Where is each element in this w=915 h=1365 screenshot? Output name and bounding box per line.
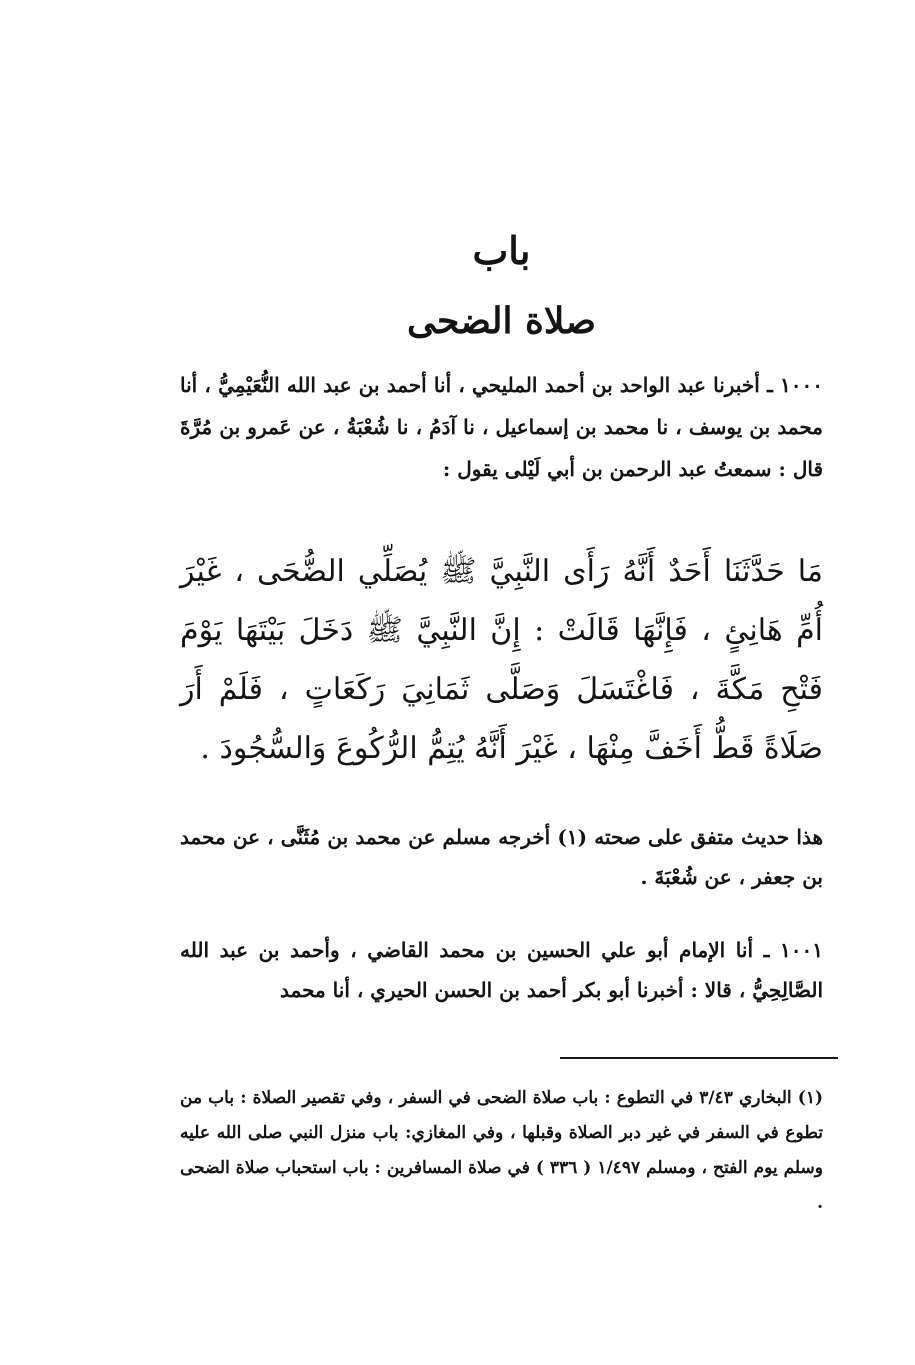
hadith-text: مَا حَدَّثَنَا أَحَدٌ أَنَّهُ رَأَى النَّبِيَّ ﷺ يُصَلِّي الضُّحَى ، غَيْرَ أُمِّ هَانِئٍ ، فَإِنَّهَا قَالَتْ : إِنَّ النَّبِيَّ ﷺ دَخَلَ بَيْتَهَا يَوْمَ فَتْحِ مَكَّةَ ، فَاغْتَسَلَ وَصَلَّى ثَمَانِيَ رَكَعَاتٍ ، فَلَمْ أَرَ صَلَاةً قَطُّ أَخَفَّ مِنْهَا ، غَيْرَ أَنَّهُ يُتِمُّ الرُّكُوعَ وَالسُّجُودَ . [180, 554, 823, 766]
footnote: (١) البخاري ٣/٤٣ في التطوع : باب صلاة الضحى في السفر ، وفي تقصير الصلاة : باب من تطوع في السفر في غير دبر الصلاة وقبلها ، وفي المغازي: باب منزل النبي صلى الله عليه وسلم يوم الفتح ، ومسلم ١/٤٩٧ ( ٣٣٦ ) في صلاة المسافرين : باب استحباب صلاة الضحى . [180, 1088, 824, 1213]
entry-1000-isnad: ١٠٠٠ ـ أخبرنا عبد الواحد بن أحمد المليحي ، أنا أحمد بن عبد الله النُّعَيْمِيُّ ، أنا محمد بن يوسف ، نا محمد بن إسماعيل ، نا آدَمُ ، نا شُعْبَةُ ، عن عَمرو بن مُرَّةَ قال : سمعتُ عبد الرحمن بن أبي لَيْلى يقول : [180, 373, 823, 481]
chapter-title: صلاة الضحى [407, 300, 596, 342]
entry-1001-isnad: ١٠٠١ ـ أنا الإمام أبو علي الحسين بن محمد القاضي ، وأحمد بن عبد الله الصَّالِحِيُّ ، قالا : أخبرنا أبو بكر أحمد بن الحسن الحيري ، أنا محمد [180, 938, 823, 1002]
chapter-label: باب [472, 228, 531, 273]
hadith-grading-note: هذا حديث متفق على صحته (١) أخرجه مسلم عن محمد بن مُثَنَّى ، عن محمد بن جعفر ، عن شُعْبَةَ . [180, 825, 823, 889]
footnote-divider [560, 1057, 838, 1059]
